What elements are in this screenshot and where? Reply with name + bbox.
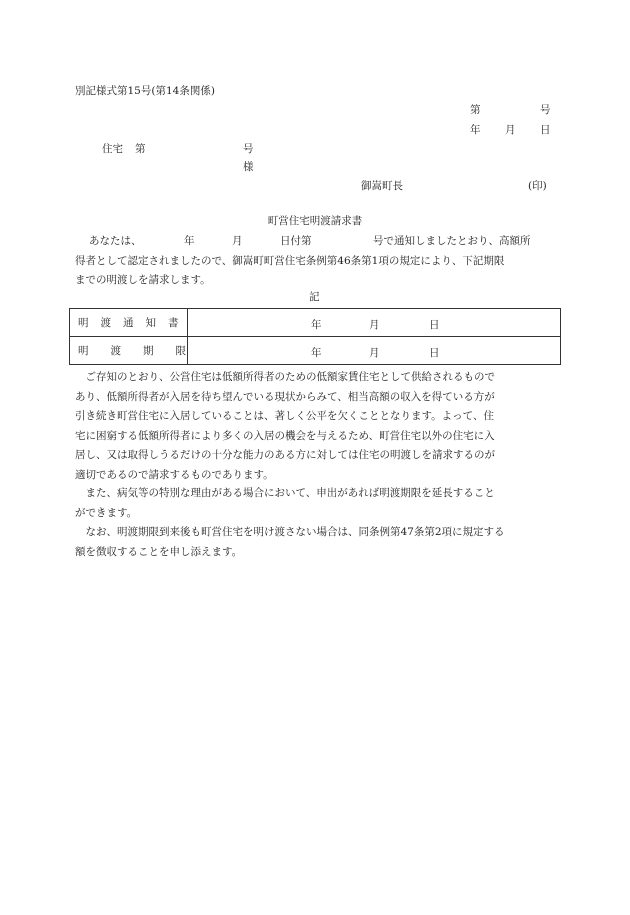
body-paragraph-1: ご存知のとおり、公営住宅は低額所得者のための低額家賃住宅として供給されるもので あり、低額所得者が入居を待ち望んでいる現状からみて、相当高額の収入を得ている方が 引き続き町営住宅に入居していることは、著しく公平を欠くこととなります。よって、住 宅に困窮する低額所得者により多くの入居の機会を与えるため、町営住宅以外の住宅に入 居し、又は取得しうるだけの十分な能力のある方に対しては住宅の明渡しを請求するのが 適切であるので請求するものであります。 bbox=[75, 371, 495, 481]
notice-month: 月 bbox=[369, 319, 380, 331]
date-year: 年 bbox=[470, 124, 481, 136]
doc-no-prefix: 第 bbox=[470, 104, 481, 116]
form-number-label: 別記様式第15号(第14条関係) bbox=[75, 85, 215, 97]
intro-line1-day: 日付第 bbox=[280, 235, 312, 247]
deadline-year: 年 bbox=[311, 347, 322, 359]
request-table bbox=[69, 308, 561, 365]
intro-line1-b: 号で通知しましたとおり、高額所 bbox=[373, 235, 531, 247]
label-notice-document: 明 渡 通 知 書 bbox=[70, 309, 188, 337]
intro-line1-a: あなたは、 bbox=[89, 235, 142, 247]
date-day: 日 bbox=[540, 124, 551, 136]
deadline-day: 日 bbox=[429, 347, 440, 359]
table-row bbox=[70, 309, 561, 337]
house-no-prefix: 第 bbox=[135, 143, 146, 155]
house-no-suffix: 号 bbox=[243, 143, 254, 155]
intro-line2: 得者として認定されましたので、御嵩町町営住宅条例第46条第1項の規定により、下記期限 bbox=[75, 255, 505, 267]
honorific-sama: 様 bbox=[243, 161, 254, 173]
label-deadline: 明 渡 期 限 bbox=[70, 337, 188, 365]
deadline-month: 月 bbox=[369, 347, 380, 359]
doc-no-suffix: 号 bbox=[540, 104, 551, 116]
body-paragraph-2: また、病気等の特別な理由がある場合において、申出があれば明渡期限を延長すること ができます。 bbox=[75, 487, 495, 519]
notice-date-cell bbox=[188, 309, 561, 337]
intro-line1-year: 年 bbox=[184, 235, 195, 247]
notice-year: 年 bbox=[311, 319, 322, 331]
deadline-date-cell bbox=[188, 337, 561, 365]
date-month: 月 bbox=[505, 124, 516, 136]
issuer-name: 御嵩町長 bbox=[361, 180, 403, 192]
intro-line1-month: 月 bbox=[232, 235, 243, 247]
body-paragraph-3: なお、明渡期限到来後も町営住宅を明け渡さない場合は、同条例第47条第2項に規定する 額を徴収することを申し添えます。 bbox=[75, 526, 505, 558]
document-title: 町営住宅明渡請求書 bbox=[267, 215, 363, 227]
table-row bbox=[70, 337, 561, 365]
issuer-seal: (印) bbox=[528, 180, 547, 192]
notice-day: 日 bbox=[429, 319, 440, 331]
ki-heading: 記 bbox=[309, 291, 320, 303]
house-label: 住宅 bbox=[102, 143, 123, 155]
intro-line3: までの明渡しを請求します。 bbox=[75, 274, 211, 286]
